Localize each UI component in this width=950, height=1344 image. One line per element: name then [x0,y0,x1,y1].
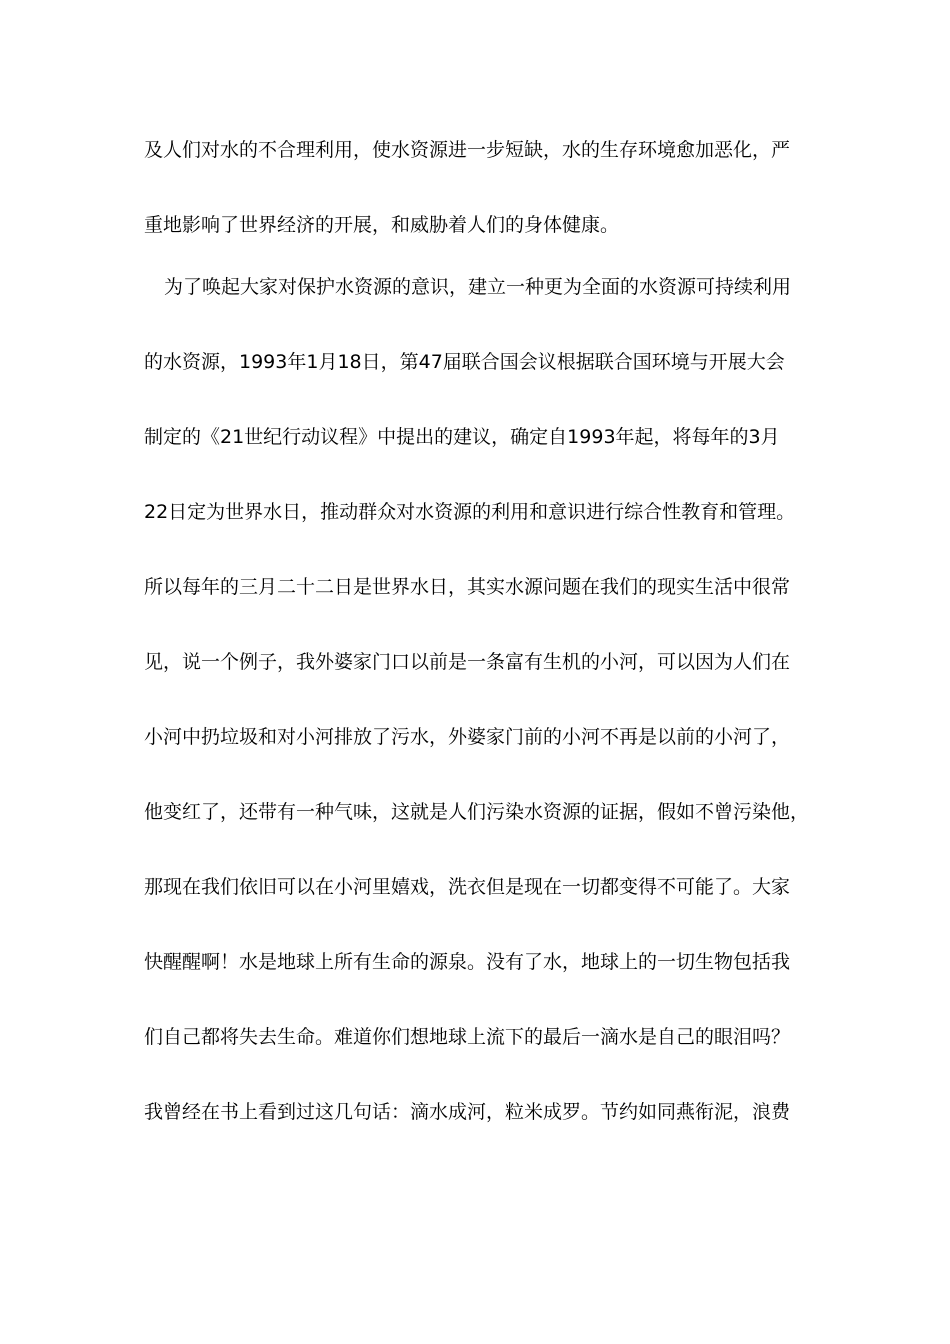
paragraph-line-14: 我曾经在书上看到过这几句话：滴水成河，粒米成罗。节约如同燕衔泥，浪费 [144,1101,791,1123]
paragraph-line-4: 的水资源，1993年1月18日，第47届联合国会议根据联合国环境与开展大会 [144,351,785,373]
paragraph-line-7: 所以每年的三月二十二日是世界水日，其实水源问题在我们的现实生活中很常 [144,576,791,598]
paragraph-line-10: 他变红了，还带有一种气味，这就是人们污染水资源的证据，假如不曾污染他， [144,801,810,823]
paragraph-line-12: 快醒醒啊！水是地球上所有生命的源泉。没有了水，地球上的一切生物包括我 [144,951,791,973]
paragraph-line-6: 22日定为世界水日，推动群众对水资源的利用和意识进行综合性教育和管理。 [144,501,796,523]
paragraph-line-9: 小河中扔垃圾和对小河排放了污水，外婆家门前的小河不再是以前的小河了， [144,726,791,748]
paragraph-line-11: 那现在我们依旧可以在小河里嬉戏，洗衣但是现在一切都变得不可能了。大家 [144,876,791,898]
paragraph-line-1: 及人们对水的不合理利用，使水资源进一步短缺，水的生存环境愈加恶化，严 [144,139,791,161]
paragraph-line-5: 制定的《21世纪行动议程》中提出的建议，确定自1993年起，将每年的3月 [144,426,780,448]
paragraph-line-3: 为了唤起大家对保护水资源的意识，建立一种更为全面的水资源可持续利用 [164,276,792,298]
paragraph-line-13: 们自己都将失去生命。难道你们想地球上流下的最后一滴水是自己的眼泪吗？ [144,1026,791,1048]
paragraph-line-8: 见，说一个例子，我外婆家门口以前是一条富有生机的小河，可以因为人们在 [144,651,791,673]
paragraph-line-2: 重地影响了世界经济的开展，和威胁着人们的身体健康。 [144,214,620,236]
